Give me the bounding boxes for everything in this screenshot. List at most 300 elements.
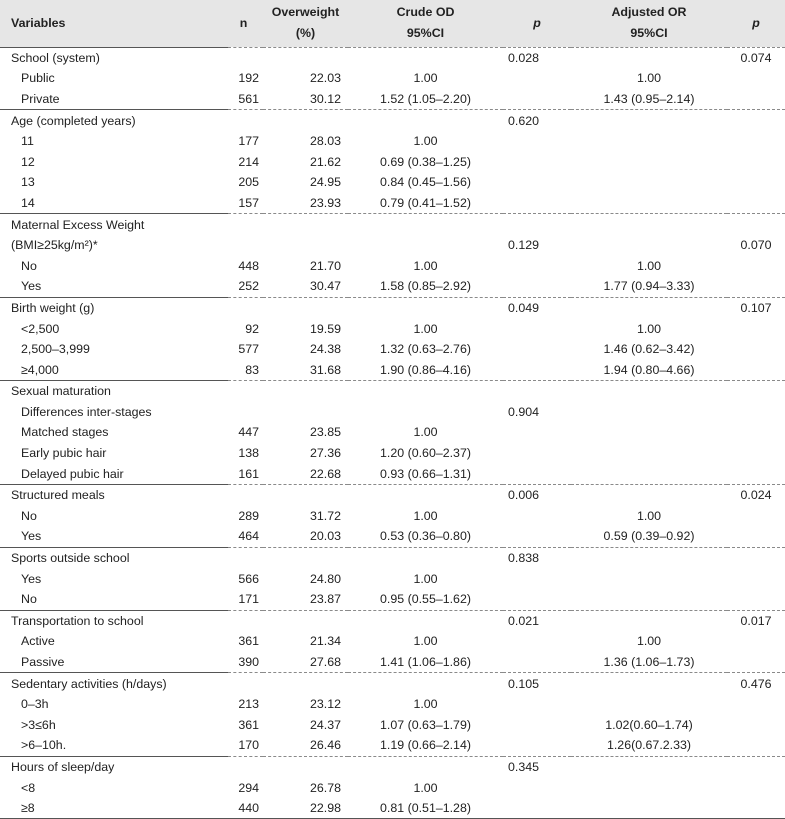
overweight-cell: 24.80 [309, 571, 341, 586]
n-cell: 161 [238, 466, 259, 481]
adjusted-or-cell: 1.43 (0.95–2.14) [603, 91, 695, 106]
p-adjusted-cell [727, 443, 785, 464]
adjusted-or-cell [571, 568, 727, 589]
section-row [0, 673, 785, 694]
header-adjusted-or [571, 0, 727, 47]
overweight-cell: 21.34 [309, 634, 341, 649]
header-adjusted-line1: Adjusted OR [611, 5, 687, 20]
n-cell [228, 381, 263, 402]
p-crude-cell [503, 276, 571, 297]
table-row [0, 235, 785, 256]
crude-or-cell: 1.32 (0.63–2.76) [380, 342, 471, 357]
overweight-cell: 27.36 [309, 446, 341, 461]
crude-or-cell [348, 547, 503, 568]
crude-or-cell: 1.00 [413, 134, 438, 149]
variable-cell: Sexual maturation [0, 381, 228, 402]
n-cell: 390 [238, 655, 259, 670]
p-adjusted-cell: 0.107 [727, 297, 785, 318]
variable-cell: Matched stages [21, 425, 109, 440]
table-row [0, 151, 785, 172]
header-variables: Variables [11, 15, 66, 30]
variable-cell: School (system) [0, 47, 228, 68]
crude-or-cell: 1.00 [413, 697, 438, 712]
n-cell: 177 [238, 134, 259, 149]
p-crude-cell [503, 506, 571, 527]
n-cell: 294 [238, 780, 259, 795]
p-crude-cell: 0.838 [503, 547, 571, 568]
adjusted-or-cell: 1.36 (1.06–1.73) [603, 655, 695, 670]
adjusted-or-cell [571, 589, 727, 610]
adjusted-or-cell: 1.00 [636, 71, 662, 86]
overweight-cell: 22.03 [309, 71, 341, 86]
crude-or-cell [348, 297, 503, 318]
n-cell: 138 [238, 446, 259, 461]
n-cell: 252 [238, 279, 259, 294]
table-row [0, 255, 785, 276]
table-row [0, 131, 785, 152]
p-crude-cell: 0.620 [503, 110, 571, 131]
table-row [0, 568, 785, 589]
p-adjusted-cell: 0.074 [727, 47, 785, 68]
p-crude-cell [503, 339, 571, 360]
header-p-crude: p [533, 15, 541, 30]
variable-cell: No [21, 592, 37, 607]
p-adjusted-cell [727, 694, 785, 715]
table-row [0, 463, 785, 484]
crude-or-cell: 0.69 (0.38–1.25) [380, 154, 471, 169]
overweight-cell: 22.98 [263, 798, 348, 819]
crude-or-cell: 1.52 (1.05–2.20) [380, 91, 471, 106]
table-row [0, 694, 785, 715]
variable-cell: Birth weight (g) [0, 297, 228, 318]
p-crude-cell [503, 381, 571, 402]
table-row [0, 631, 785, 652]
overweight-cell: 23.85 [309, 425, 341, 440]
p-crude-cell [503, 443, 571, 464]
n-cell [228, 235, 263, 256]
variable-cell: (BMI≥25kg/m²)* [11, 238, 98, 253]
variable-cell: <8 [21, 780, 36, 795]
section-row [0, 47, 785, 68]
crude-or-cell: 1.00 [413, 425, 438, 440]
adjusted-or-cell [571, 214, 727, 235]
overweight-cell: 26.78 [309, 780, 341, 795]
adjusted-or-cell: 1.00 [636, 258, 662, 273]
p-crude-cell: 0.049 [503, 297, 571, 318]
crude-or-cell [348, 610, 503, 631]
p-crude-cell [503, 359, 571, 380]
n-cell [228, 547, 263, 568]
overweight-cell [263, 756, 348, 777]
p-adjusted-cell [727, 89, 785, 110]
n-cell: 447 [238, 425, 259, 440]
crude-or-cell [348, 214, 503, 235]
p-adjusted-cell [727, 172, 785, 193]
overweight-cell: 24.38 [309, 342, 341, 357]
p-crude-cell: 0.006 [503, 484, 571, 505]
p-adjusted-cell [727, 798, 785, 819]
table-row [0, 422, 785, 443]
n-cell [228, 47, 263, 68]
crude-or-cell: 1.00 [413, 780, 438, 795]
adjusted-or-cell [571, 193, 727, 214]
p-crude-cell [503, 568, 571, 589]
overweight-cell [263, 214, 348, 235]
crude-or-cell: 0.95 (0.55–1.62) [380, 592, 471, 607]
adjusted-or-cell: 1.77 (0.94–3.33) [603, 279, 695, 294]
adjusted-or-cell [571, 694, 727, 715]
adjusted-or-cell [571, 777, 727, 798]
n-cell: 464 [238, 529, 259, 544]
overweight-cell [263, 402, 348, 423]
p-adjusted-cell [727, 735, 785, 756]
n-cell [228, 673, 263, 694]
adjusted-or-cell [571, 610, 727, 631]
p-crude-cell [503, 151, 571, 172]
n-cell [228, 402, 263, 423]
adjusted-or-cell [571, 484, 727, 505]
p-adjusted-cell [727, 318, 785, 339]
table-row [0, 276, 785, 297]
p-crude-cell [503, 68, 571, 89]
adjusted-or-cell [571, 422, 727, 443]
header-crude-or [348, 0, 503, 47]
overweight-cell: 24.37 [309, 717, 341, 732]
crude-or-cell: 1.20 (0.60–2.37) [380, 446, 471, 461]
overweight-cell: 23.12 [309, 697, 341, 712]
table-row [0, 339, 785, 360]
p-adjusted-cell [727, 463, 785, 484]
p-crude-cell [503, 694, 571, 715]
p-crude-cell [503, 631, 571, 652]
crude-or-cell [348, 484, 503, 505]
header-crude-line2: 95%CI [406, 26, 445, 41]
crude-or-cell: 0.53 (0.36–0.80) [380, 529, 471, 544]
p-crude-cell: 0.028 [503, 47, 571, 68]
adjusted-or-cell [571, 443, 727, 464]
p-adjusted-cell: 0.024 [727, 484, 785, 505]
section-row [0, 610, 785, 631]
overweight-cell [263, 484, 348, 505]
p-adjusted-cell [727, 110, 785, 131]
table-row [0, 589, 785, 610]
adjusted-or-cell: 1.94 (0.80–4.66) [603, 362, 695, 377]
adjusted-or-cell: 1.00 [636, 508, 662, 523]
n-cell [228, 110, 263, 131]
variable-cell: 12 [21, 154, 35, 169]
variable-cell: Yes [21, 529, 42, 544]
header-overweight [263, 0, 348, 47]
variable-cell: Sedentary activities (h/days) [0, 673, 228, 694]
overweight-cell: 22.68 [309, 466, 341, 481]
table-row [0, 735, 785, 756]
crude-or-cell: 0.93 (0.66–1.31) [380, 466, 471, 481]
n-cell [228, 484, 263, 505]
variable-cell: Public [21, 71, 55, 86]
p-crude-cell [503, 214, 571, 235]
p-adjusted-cell [727, 339, 785, 360]
variable-cell: Early pubic hair [21, 446, 107, 461]
overweight-cell: 21.70 [309, 258, 341, 273]
p-crude-cell [503, 777, 571, 798]
adjusted-or-cell: 1.02(0.60–1.74) [605, 717, 693, 732]
p-crude-cell: 0.345 [503, 756, 571, 777]
adjusted-or-cell [571, 463, 727, 484]
p-adjusted-cell [727, 193, 785, 214]
n-cell: 289 [238, 508, 259, 523]
table-row [0, 89, 785, 110]
crude-or-cell: 1.19 (0.66–2.14) [380, 738, 471, 753]
n-cell: 170 [238, 738, 259, 753]
p-adjusted-cell [727, 68, 785, 89]
table-header [0, 0, 785, 47]
crude-or-cell: 0.81 (0.51–1.28) [348, 798, 503, 819]
crude-or-cell [348, 381, 503, 402]
overweight-cell [263, 381, 348, 402]
header-crude-line1: Crude OD [396, 5, 455, 20]
adjusted-or-cell [571, 402, 727, 423]
p-crude-cell: 0.021 [503, 610, 571, 631]
overweight-cell: 31.68 [309, 362, 341, 377]
adjusted-or-cell [571, 798, 727, 819]
p-adjusted-cell [727, 506, 785, 527]
adjusted-or-cell [571, 110, 727, 131]
adjusted-or-cell [571, 131, 727, 152]
n-cell: 561 [238, 91, 259, 106]
n-cell [228, 756, 263, 777]
p-adjusted-cell [727, 631, 785, 652]
table-body [0, 47, 785, 819]
p-crude-cell [503, 798, 571, 819]
variable-cell: 2,500–3,999 [21, 342, 90, 357]
n-cell: 157 [238, 195, 259, 210]
header-adjusted-line2: 95%CI [630, 26, 668, 41]
variable-cell: 11 [21, 134, 34, 149]
p-adjusted-cell [727, 255, 785, 276]
table-row [0, 506, 785, 527]
p-crude-cell [503, 526, 571, 547]
table-row [0, 798, 785, 819]
header-overweight-line1: Overweight [271, 5, 340, 20]
p-crude-cell [503, 652, 571, 673]
p-crude-cell [503, 735, 571, 756]
overweight-cell [263, 47, 348, 68]
n-cell [228, 610, 263, 631]
n-cell [228, 297, 263, 318]
adjusted-or-cell [571, 297, 727, 318]
table-row [0, 402, 785, 423]
crude-or-cell: 1.07 (0.63–1.79) [380, 717, 471, 732]
variable-cell: ≥4,000 [21, 362, 59, 377]
crude-or-cell: 1.58 (0.85–2.92) [380, 279, 471, 294]
p-adjusted-cell [727, 547, 785, 568]
table-row [0, 172, 785, 193]
adjusted-or-cell: 0.59 (0.39–0.92) [603, 529, 695, 544]
overweight-cell: 19.59 [309, 321, 341, 336]
p-crude-cell [503, 463, 571, 484]
n-cell: 440 [228, 798, 263, 819]
overweight-cell: 30.47 [309, 279, 341, 294]
crude-or-cell: 0.79 (0.41–1.52) [380, 195, 471, 210]
overweight-cell [263, 297, 348, 318]
n-cell: 361 [238, 717, 259, 732]
crude-or-cell: 1.00 [413, 634, 438, 649]
adjusted-or-cell: 1.00 [636, 634, 662, 649]
overweight-cell: 30.12 [309, 91, 341, 106]
crude-or-cell [348, 402, 503, 423]
adjusted-or-cell [571, 235, 727, 256]
variable-cell: Age (completed years) [0, 110, 228, 131]
p-adjusted-cell [727, 589, 785, 610]
table-row [0, 193, 785, 214]
p-crude-cell [503, 89, 571, 110]
p-crude-cell [503, 131, 571, 152]
overweight-cell [263, 235, 348, 256]
overweight-cell: 31.72 [309, 508, 341, 523]
n-cell: 171 [238, 592, 259, 607]
table-row [0, 443, 785, 464]
adjusted-or-cell [571, 381, 727, 402]
p-adjusted-cell [727, 652, 785, 673]
adjusted-or-cell: 1.00 [636, 321, 662, 336]
p-adjusted-cell [727, 402, 785, 423]
overweight-cell [263, 673, 348, 694]
p-crude-cell [503, 172, 571, 193]
header-row [0, 0, 785, 47]
header-overweight-line2: (%) [295, 26, 316, 41]
variable-cell: Private [21, 91, 60, 106]
variable-cell: Differences inter-stages [21, 404, 152, 419]
crude-or-cell: 1.00 [413, 258, 438, 273]
section-row [0, 547, 785, 568]
p-adjusted-cell [727, 422, 785, 443]
variable-cell: Sports outside school [0, 547, 228, 568]
variable-cell: Transportation to school [0, 610, 228, 631]
n-cell: 83 [245, 362, 259, 377]
n-cell: 448 [238, 258, 259, 273]
variable-cell: >6–10h. [21, 738, 67, 753]
adjusted-or-cell: 1.46 (0.62–3.42) [603, 342, 695, 357]
variable-cell: <2,500 [21, 321, 60, 336]
table-row [0, 68, 785, 89]
p-crude-cell: 0.105 [503, 673, 571, 694]
section-row [0, 381, 785, 402]
overweight-cell [263, 547, 348, 568]
header-p-adjusted: p [752, 15, 760, 30]
overweight-cell [263, 610, 348, 631]
adjusted-or-cell [571, 673, 727, 694]
variable-cell: Hours of sleep/day [0, 756, 228, 777]
overweight-cell: 20.03 [309, 529, 341, 544]
n-cell: 92 [245, 321, 259, 336]
p-adjusted-cell [727, 568, 785, 589]
variable-cell: No [21, 508, 37, 523]
p-adjusted-cell: 0.017 [727, 610, 785, 631]
p-adjusted-cell [727, 381, 785, 402]
header-n: n [239, 15, 248, 30]
variable-cell: Passive [21, 655, 65, 670]
table-row [0, 359, 785, 380]
crude-or-cell: 1.00 [413, 71, 438, 86]
p-adjusted-cell: 0.476 [727, 673, 785, 694]
crude-or-cell: 1.00 [413, 508, 438, 523]
variable-cell: Active [21, 634, 55, 649]
n-cell [228, 214, 263, 235]
crude-or-cell [348, 235, 503, 256]
table-row [0, 715, 785, 736]
p-crude-cell [503, 318, 571, 339]
p-adjusted-cell [727, 214, 785, 235]
table-row [0, 652, 785, 673]
adjusted-or-cell [571, 47, 727, 68]
p-crude-cell: 0.904 [508, 404, 540, 419]
crude-or-cell [348, 673, 503, 694]
p-adjusted-cell [727, 151, 785, 172]
crude-or-cell: 0.84 (0.45–1.56) [380, 175, 471, 190]
crude-or-cell: 1.90 (0.86–4.16) [380, 362, 471, 377]
n-cell: 361 [238, 634, 259, 649]
p-adjusted-cell [727, 131, 785, 152]
crude-or-cell [348, 110, 503, 131]
overweight-cell [263, 110, 348, 131]
p-adjusted-cell [727, 756, 785, 777]
variable-cell: Yes [21, 279, 42, 294]
adjusted-or-cell [571, 756, 727, 777]
p-adjusted-cell [727, 526, 785, 547]
variable-cell: Yes [21, 571, 42, 586]
variable-cell: ≥8 [0, 798, 228, 819]
p-crude-cell [503, 422, 571, 443]
p-crude-cell [503, 715, 571, 736]
crude-or-cell: 1.41 (1.06–1.86) [380, 655, 471, 670]
p-crude-cell: 0.129 [508, 238, 540, 253]
section-row [0, 297, 785, 318]
n-cell: 214 [238, 154, 259, 169]
variable-cell: No [21, 258, 37, 273]
variable-cell: Maternal Excess Weight [0, 214, 228, 235]
p-crude-cell [503, 255, 571, 276]
p-adjusted-cell [727, 359, 785, 380]
adjusted-or-cell [571, 151, 727, 172]
section-row [0, 214, 785, 235]
adjusted-or-cell [571, 172, 727, 193]
overweight-cell: 24.95 [309, 175, 341, 190]
p-crude-cell [503, 193, 571, 214]
overweight-cell: 21.62 [309, 154, 341, 169]
p-adjusted-cell [727, 777, 785, 798]
n-cell: 577 [238, 342, 259, 357]
crude-or-cell [348, 756, 503, 777]
overweight-cell: 26.46 [309, 738, 341, 753]
p-adjusted-cell [727, 715, 785, 736]
variable-cell: Delayed pubic hair [21, 466, 124, 481]
crude-or-cell: 1.00 [413, 571, 438, 586]
p-adjusted-cell: 0.070 [740, 238, 772, 253]
n-cell: 566 [238, 571, 259, 586]
table-row [0, 777, 785, 798]
crude-or-cell: 1.00 [413, 321, 438, 336]
p-adjusted-cell [727, 276, 785, 297]
section-row [0, 756, 785, 777]
crude-or-cell [348, 47, 503, 68]
variable-cell: 0–3h [21, 697, 49, 712]
variable-cell: 14 [21, 195, 35, 210]
overweight-cell: 23.87 [309, 592, 341, 607]
overweight-cell: 27.68 [309, 655, 341, 670]
overweight-cell: 28.03 [309, 134, 341, 149]
overweight-cell: 23.93 [309, 195, 341, 210]
n-cell: 192 [238, 71, 259, 86]
